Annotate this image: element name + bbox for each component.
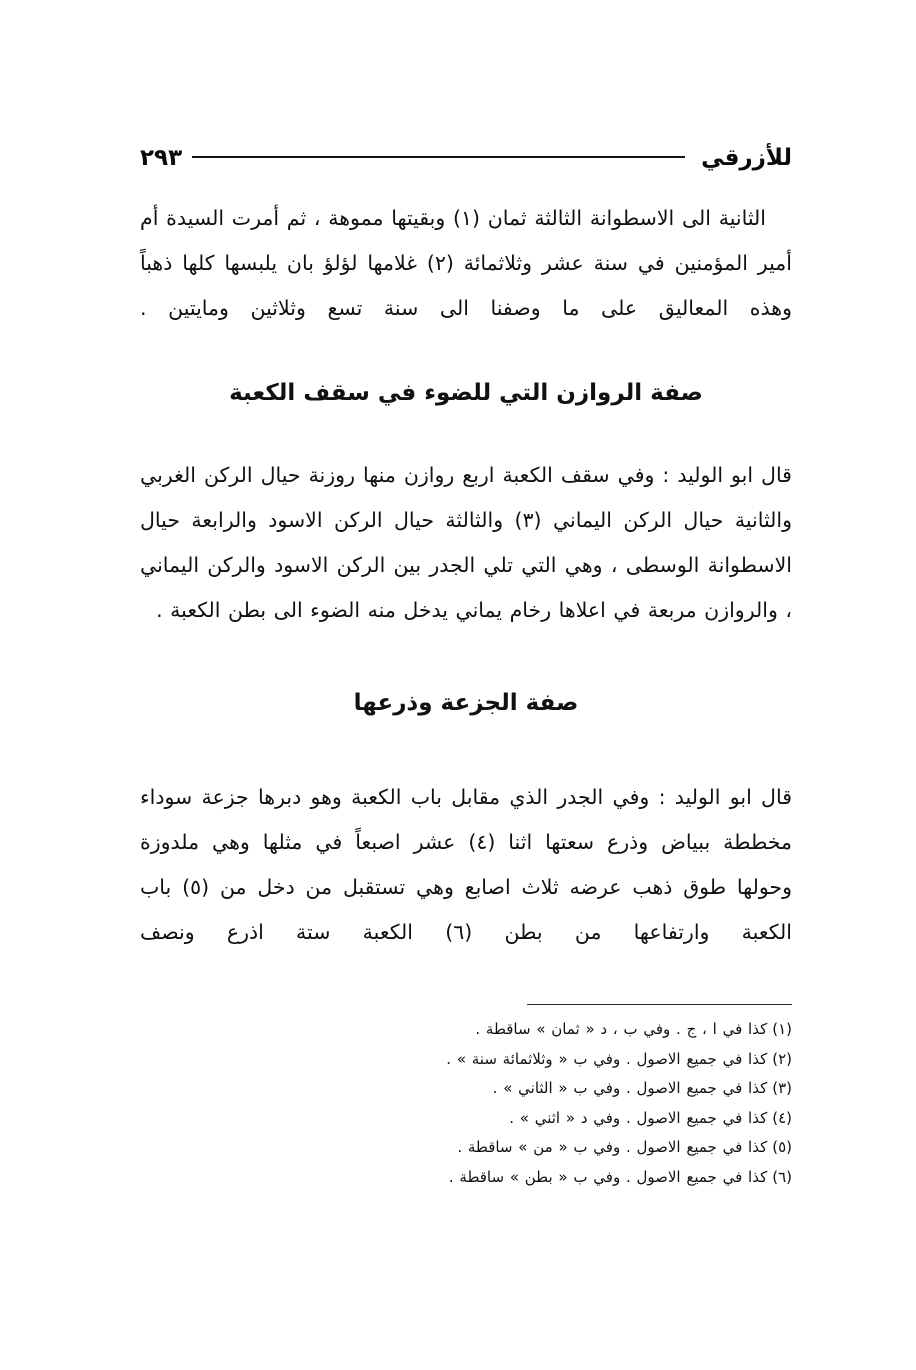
footnote-list: [140, 1015, 792, 1192]
paragraph-rawazin: [140, 453, 792, 633]
paragraph-text: قال ابو الوليد : وفي الجدر الذي مقابل باب الكعبة وهو دبرها جزعة سوداء مخططة ببياض وذرع سعتها اثنا (٤) عشر اصبعاً في مثلها وهي ملدوزة وحولها طوق ذهب عرضه ثلاث اصابع وهي تستقبل من دخل من (٥) باب الكعبة وارتفاعها من بطن (٦) الكعبة ستة اذرع ونصف: [140, 785, 792, 944]
spacer: [140, 723, 792, 775]
footnote-separator-rule: [527, 1004, 792, 1005]
footnote-item: [140, 1163, 792, 1193]
footnote-item: [140, 1074, 792, 1104]
footnote-text: كذا في جميع الاصول . وفي ب « الثاني » .: [492, 1079, 768, 1097]
footnote-text: كذا في جميع الاصول . وفي ب « وثلاثمائة سنة » .: [446, 1049, 768, 1068]
footnote-number: (٣): [772, 1079, 792, 1097]
footnote-item: [140, 1015, 792, 1045]
footnote-text: كذا في جميع الاصول . وفي ب « بطن » ساقطة .: [448, 1167, 768, 1186]
body-text-block: [140, 196, 792, 955]
footnote-number: (٥): [772, 1138, 792, 1156]
paragraph-text: الثانية الى الاسطوانة الثالثة ثمان (١) وبقيتها مموهة ، ثم أمرت السيدة أم أمير المؤمنين في سنة عشر وثلاثمائة (٢) غلامها لؤلؤ بان يلبسها كلها ذهباً وهذه المعاليق على ما وصفنا الى سنة تسع وثلاثين ومايتين .: [140, 206, 792, 320]
page-number: ٢٩٣: [140, 144, 183, 171]
paragraph-text: قال ابو الوليد : وفي سقف الكعبة اربع روازن منها روزنة حيال الركن الغربي والثانية حيال الركن اليماني (٣) والثالثة حيال الركن الاسود والرابعة حيال الاسطوانة الوسطى ، وهي التي تلي الجدر بين الركن الاسود والركن اليماني ، والروازن مربعة في اعلاها رخام يماني يدخل منه الضوء الى بطن الكعبة .: [140, 463, 792, 622]
book-title: للأزرقي: [701, 145, 792, 171]
spacer: [140, 331, 792, 373]
footnote-text: كذا في جميع الاصول . وفي ب « من » ساقطة .: [457, 1138, 768, 1156]
section-heading-jaza: صفة الجزعة وذرعها: [353, 690, 579, 716]
spacer: [140, 413, 792, 453]
footnote-text: كذا في ا ، ج . وفي ب ، د « ثمان » ساقطة .: [475, 1020, 768, 1038]
footnote-number: (٢): [772, 1049, 792, 1068]
footnote-item: [140, 1133, 792, 1163]
paragraph-jaza: [140, 775, 792, 955]
footnote-item: [140, 1045, 792, 1075]
footnote-section: [140, 1004, 792, 1192]
header-rule: [192, 156, 685, 158]
footnote-number: (٦): [772, 1167, 792, 1186]
paragraph-first: [140, 196, 792, 331]
running-header: [140, 138, 792, 180]
footnote-number: (١): [772, 1020, 792, 1038]
footnote-text: كذا في جميع الاصول . وفي د « اثني » .: [509, 1108, 768, 1127]
footnote-number: (٤): [772, 1108, 792, 1127]
spacer: [140, 633, 792, 683]
section-heading-rawazin: صفة الروازن التي للضوء في سقف الكعبة: [229, 380, 703, 406]
footnote-item: [140, 1104, 792, 1134]
